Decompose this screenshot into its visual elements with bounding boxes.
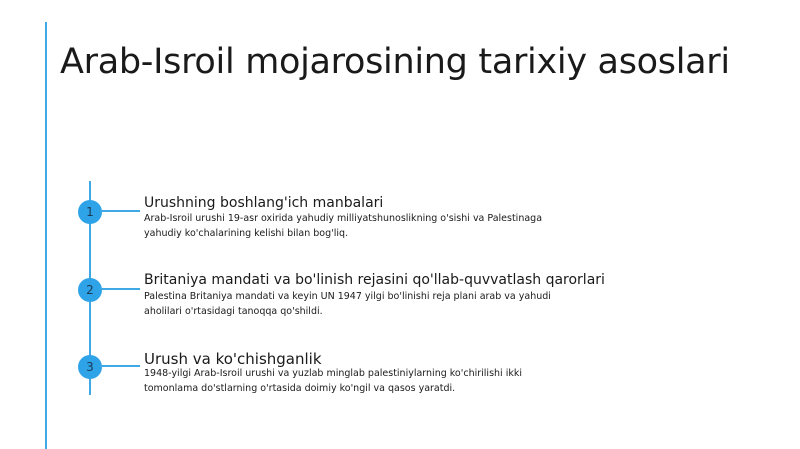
timeline-heading-3: Urush va ko'chishganlik (144, 350, 322, 368)
timeline-heading-2: Britaniya mandati va bo'linish rejasini qo'llab-quvvatlash qarorlari (144, 272, 605, 288)
slide-left-border (45, 22, 47, 449)
slide-title: Arab-Isroil mojarosining tarixiy asoslari (60, 42, 730, 82)
timeline-text-1: Arab-Isroil urushi 19-asr oxirida yahudiy milliyatshunoslikning o'sishi va Palestinaga yahudiy ko'chalarining kelishi bilan bog'liq. (144, 213, 543, 239)
timeline-node-2: 2 (78, 278, 102, 302)
timeline-text-3: 1948-yilgi Arab-Isroil urushi va yuzlab minglab palestiniylarning ko'chirilishi ikki tomonlama do'stlarning o'rtasida doimiy ko'ngil va qasos yaratdi. (144, 368, 522, 394)
timeline-connector-1 (100, 210, 140, 212)
timeline-connector-3 (100, 365, 140, 367)
timeline-text-2: Palestina Britaniya mandati va keyin UN 1947 yilgi bo'linishi reja plani arab va yahudi aholilari o'rtasidagi tanoqqa qo'shildi. (144, 291, 551, 317)
timeline-connector-2 (100, 288, 140, 290)
timeline-heading-1: Urushning boshlang'ich manbalari (144, 195, 384, 211)
timeline-node-1: 1 (78, 200, 102, 224)
timeline-node-3: 3 (78, 355, 102, 379)
